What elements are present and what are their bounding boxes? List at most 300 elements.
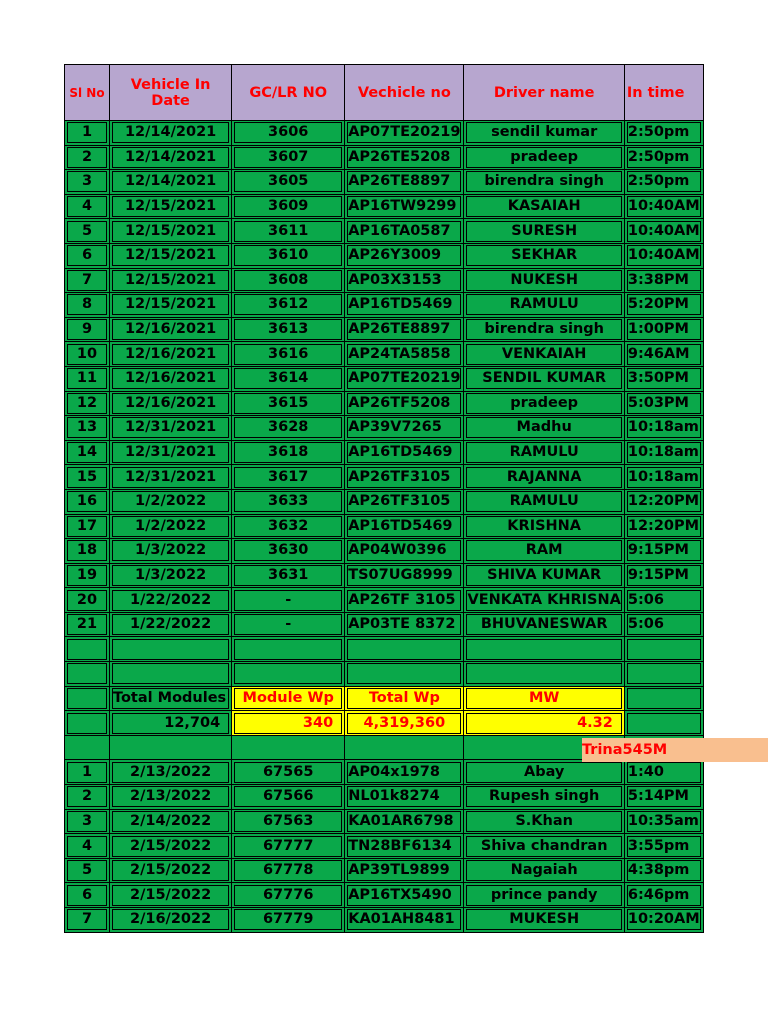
gc-lr-no-cell[interactable] [232, 539, 345, 564]
gc-lr-no-value: 3631 [234, 565, 342, 586]
gc-lr-no-cell[interactable] [232, 809, 345, 834]
vehicle-no-cell[interactable] [345, 121, 464, 146]
in-time-cell[interactable] [624, 416, 703, 441]
sl-no-value: 10 [67, 344, 107, 365]
driver-name-cell[interactable] [464, 612, 624, 637]
vehicle-no-cell[interactable] [345, 612, 464, 637]
vehicle-no-cell[interactable] [345, 539, 464, 564]
vehicle-in-date-cell[interactable] [110, 342, 232, 367]
driver-name-cell[interactable] [464, 809, 624, 834]
driver-name-cell[interactable] [464, 908, 624, 933]
vehicle-no-cell[interactable] [345, 908, 464, 933]
driver-name-value: S.Khan [466, 811, 621, 832]
driver-name-cell[interactable] [464, 440, 624, 465]
sl-no-cell[interactable] [65, 563, 110, 588]
in-time-cell[interactable] [624, 170, 703, 195]
cell[interactable] [624, 662, 703, 687]
vehicle-in-date-value: 12/15/2021 [112, 221, 229, 242]
in-time-cell[interactable] [624, 293, 703, 318]
in-time-cell[interactable] [624, 219, 703, 244]
cell[interactable] [464, 637, 624, 662]
total-modules-label: Total Modules [112, 688, 229, 709]
total-wp-value: 4,319,360 [347, 713, 461, 734]
in-time-cell[interactable] [624, 342, 703, 367]
sl-no-cell[interactable] [65, 293, 110, 318]
gc-lr-no-cell[interactable] [232, 785, 345, 810]
vehicle-no-cell[interactable] [345, 170, 464, 195]
vehicle-in-date-value: 1/2/2022 [112, 516, 229, 537]
table-row [65, 145, 704, 170]
vehicle-no-value: AP39TL9899 [347, 860, 461, 881]
vehicle-in-date-cell[interactable] [110, 858, 232, 883]
driver-name-cell[interactable] [464, 489, 624, 514]
module-wp-value-cell[interactable] [232, 711, 345, 736]
vehicle-in-date-cell[interactable] [110, 366, 232, 391]
vehicle-in-date-value: 12/15/2021 [112, 294, 229, 315]
vehicle-in-date-cell[interactable] [110, 785, 232, 810]
in-time-cell[interactable] [624, 194, 703, 219]
sl-no-cell[interactable] [65, 465, 110, 490]
cell[interactable] [345, 662, 464, 687]
driver-name-cell[interactable] [464, 858, 624, 883]
vehicle-in-date-cell[interactable] [110, 440, 232, 465]
sl-no-value: 4 [67, 836, 107, 857]
sl-no-value: 6 [67, 245, 107, 266]
driver-name-value: RAMULU [466, 491, 621, 512]
vehicle-in-date-value: 1/3/2022 [112, 565, 229, 586]
in-time-cell[interactable] [624, 366, 703, 391]
in-time-value: 5:06 [627, 614, 701, 635]
vehicle-in-date-value: 12/16/2021 [112, 393, 229, 414]
vehicle-no-cell[interactable] [345, 391, 464, 416]
vehicle-log-table [64, 64, 704, 933]
vehicle-in-date-cell[interactable] [110, 539, 232, 564]
vehicle-no-value: AP16TD5469 [347, 294, 461, 315]
in-time-cell[interactable] [624, 391, 703, 416]
gc-lr-no-cell[interactable] [232, 121, 345, 146]
vehicle-no-cell[interactable] [345, 268, 464, 293]
in-time-cell[interactable] [624, 612, 703, 637]
table-row [65, 883, 704, 908]
driver-name-cell[interactable] [464, 366, 624, 391]
in-time-cell[interactable] [624, 514, 703, 539]
vehicle-in-date-cell[interactable] [110, 883, 232, 908]
sl-no-cell[interactable] [65, 612, 110, 637]
vehicle-no-cell[interactable] [345, 465, 464, 490]
gc-lr-no-value: 3617 [234, 467, 342, 488]
vehicle-in-date-value: 1/22/2022 [112, 590, 229, 611]
table-row [65, 514, 704, 539]
sl-no-cell[interactable] [65, 539, 110, 564]
vehicle-no-cell[interactable] [345, 489, 464, 514]
in-time-cell[interactable] [624, 539, 703, 564]
gc-lr-no-cell[interactable] [232, 465, 345, 490]
vehicle-in-date-value: 12/16/2021 [112, 368, 229, 389]
vehicle-in-date-cell[interactable] [110, 809, 232, 834]
vehicle-no-cell[interactable] [345, 243, 464, 268]
sl-no-cell[interactable] [65, 145, 110, 170]
cell[interactable] [624, 637, 703, 662]
in-time-value: 12:20PM [627, 516, 701, 537]
sl-no-cell[interactable] [65, 121, 110, 146]
in-time-cell[interactable] [624, 268, 703, 293]
driver-name-cell[interactable] [464, 834, 624, 859]
gc-lr-no-value: 67566 [234, 786, 342, 807]
vehicle-no-cell[interactable] [345, 440, 464, 465]
vehicle-in-date-value: 12/15/2021 [112, 245, 229, 266]
sl-no-cell[interactable] [65, 391, 110, 416]
in-time-value: 12:20PM [627, 491, 701, 512]
total-wp-label: Total Wp [347, 688, 461, 709]
in-time-cell[interactable] [624, 760, 703, 785]
vehicle-no-cell[interactable] [345, 219, 464, 244]
in-time-cell[interactable] [624, 908, 703, 933]
sl-no-value: 13 [67, 417, 107, 438]
vehicle-in-date-value: 2/15/2022 [112, 860, 229, 881]
gc-lr-no-cell[interactable] [232, 612, 345, 637]
in-time-value: 6:46pm [627, 885, 701, 906]
vehicle-in-date-value: 12/14/2021 [112, 147, 229, 168]
in-time-value: 10:20AM [627, 909, 701, 930]
vehicle-in-date-cell[interactable] [110, 465, 232, 490]
gc-lr-no-value: 3608 [234, 270, 342, 291]
vehicle-no-value: AP03TE 8372 [347, 614, 461, 635]
table-row [65, 588, 704, 613]
in-time-value: 9:15PM [627, 565, 701, 586]
driver-name-cell[interactable] [464, 883, 624, 908]
vehicle-no-cell[interactable] [345, 563, 464, 588]
sl-no-cell[interactable] [65, 416, 110, 441]
in-time-value: 2:50pm [627, 171, 701, 192]
driver-name-value: VENKATA KHRISNA [466, 590, 621, 611]
driver-name-cell[interactable] [464, 563, 624, 588]
sl-no-cell[interactable] [65, 342, 110, 367]
in-time-value: 10:35am [627, 811, 701, 832]
table-row [65, 834, 704, 859]
cell[interactable] [110, 735, 232, 760]
gc-lr-no-value: 3630 [234, 540, 342, 561]
gc-lr-no-cell[interactable] [232, 293, 345, 318]
sl-no-cell[interactable] [65, 834, 110, 859]
cell[interactable] [65, 662, 110, 687]
gc-lr-no-value: 3632 [234, 516, 342, 537]
vehicle-in-date-cell[interactable] [110, 834, 232, 859]
gc-lr-no-cell[interactable] [232, 834, 345, 859]
sl-no-cell[interactable] [65, 317, 110, 342]
sl-no-cell[interactable] [65, 809, 110, 834]
vehicle-no-value: AP07TE20219 [347, 122, 461, 143]
driver-name-cell[interactable] [464, 760, 624, 785]
vehicle-in-date-value: 12/31/2021 [112, 442, 229, 463]
in-time-cell[interactable] [624, 317, 703, 342]
vehicle-in-date-cell[interactable] [110, 268, 232, 293]
vehicle-no-value: AP26Y3009 [347, 245, 461, 266]
gc-lr-no-cell[interactable] [232, 194, 345, 219]
sl-no-cell[interactable] [65, 194, 110, 219]
sl-no-cell[interactable] [65, 366, 110, 391]
gc-lr-no-cell[interactable] [232, 883, 345, 908]
sl-no-cell[interactable] [65, 243, 110, 268]
in-time-value: 2:50pm [627, 122, 701, 143]
gc-lr-no-value: 3609 [234, 196, 342, 217]
cell[interactable] [464, 662, 624, 687]
in-time-value: 1:00PM [627, 319, 701, 340]
table-row [65, 612, 704, 637]
sl-no-value: 5 [67, 860, 107, 881]
vehicle-no-cell[interactable] [345, 145, 464, 170]
cell[interactable] [624, 711, 703, 736]
vehicle-in-date-cell[interactable] [110, 908, 232, 933]
vehicle-no-cell[interactable] [345, 416, 464, 441]
vehicle-in-date-cell[interactable] [110, 243, 232, 268]
sl-no-cell[interactable] [65, 858, 110, 883]
gc-lr-no-cell[interactable] [232, 514, 345, 539]
table-row [65, 809, 704, 834]
vehicle-no-cell[interactable] [345, 317, 464, 342]
driver-name-cell[interactable] [464, 317, 624, 342]
driver-name-value: RAM [466, 540, 621, 561]
cell[interactable] [624, 686, 703, 711]
vehicle-no-value: AP04W0396 [347, 540, 461, 561]
gc-lr-no-value: 3633 [234, 491, 342, 512]
driver-name-cell[interactable] [464, 416, 624, 441]
driver-name-value: birendra singh [466, 171, 621, 192]
vehicle-in-date-cell[interactable] [110, 145, 232, 170]
driver-name-cell[interactable] [464, 243, 624, 268]
vehicle-no-value: AP16TW9299 [347, 196, 461, 217]
driver-name-cell[interactable] [464, 785, 624, 810]
gc-lr-no-cell[interactable] [232, 170, 345, 195]
gc-lr-no-cell[interactable] [232, 391, 345, 416]
cell[interactable] [232, 735, 345, 760]
vehicle-no-value: AP39V7265 [347, 417, 461, 438]
table-row [65, 170, 704, 195]
gc-lr-no-cell[interactable] [232, 366, 345, 391]
cell[interactable] [65, 711, 110, 736]
gc-lr-no-cell[interactable] [232, 317, 345, 342]
in-time-cell[interactable] [624, 121, 703, 146]
in-time-value: 4:38pm [627, 860, 701, 881]
driver-name-cell[interactable] [464, 465, 624, 490]
vehicle-no-cell[interactable] [345, 809, 464, 834]
cell[interactable] [65, 735, 110, 760]
vehicle-no-cell[interactable] [345, 194, 464, 219]
gc-lr-no-cell[interactable] [232, 243, 345, 268]
vehicle-in-date-cell[interactable] [110, 514, 232, 539]
total-modules-value-cell[interactable] [110, 711, 232, 736]
in-time-cell[interactable] [624, 858, 703, 883]
vehicle-no-value: KA01AH8481 [347, 909, 461, 930]
in-time-cell[interactable] [624, 145, 703, 170]
vehicle-in-date-cell[interactable] [110, 293, 232, 318]
driver-name-cell[interactable] [464, 514, 624, 539]
in-time-cell[interactable] [624, 440, 703, 465]
sl-no-cell[interactable] [65, 440, 110, 465]
in-time-cell[interactable] [624, 834, 703, 859]
driver-name-cell[interactable] [464, 342, 624, 367]
driver-name-cell[interactable] [464, 145, 624, 170]
in-time-value: 3:38PM [627, 270, 701, 291]
module-wp-label-cell[interactable] [232, 686, 345, 711]
vehicle-no-cell[interactable] [345, 834, 464, 859]
cell[interactable] [232, 662, 345, 687]
vehicle-no-cell[interactable] [345, 785, 464, 810]
in-time-value: 5:14PM [627, 786, 701, 807]
driver-name-cell[interactable] [464, 539, 624, 564]
sl-no-value: 7 [67, 909, 107, 930]
in-time-value: 2:50pm [627, 147, 701, 168]
driver-name-value: SENDIL KUMAR [466, 368, 621, 389]
vehicle-no-value: NL01k8274 [347, 786, 461, 807]
cell[interactable] [232, 637, 345, 662]
sl-no-cell[interactable] [65, 489, 110, 514]
vehicle-in-date-cell[interactable] [110, 121, 232, 146]
sl-no-value: 6 [67, 885, 107, 906]
gc-lr-no-value: 3614 [234, 368, 342, 389]
vehicle-no-cell[interactable] [345, 366, 464, 391]
gc-lr-no-cell[interactable] [232, 416, 345, 441]
driver-name-value: sendil kumar [466, 122, 621, 143]
in-time-cell[interactable] [624, 588, 703, 613]
gc-lr-no-cell[interactable] [232, 760, 345, 785]
cell[interactable] [65, 686, 110, 711]
col-vehicle-in-date: Vehicle In Date [110, 65, 232, 121]
sl-no-cell[interactable] [65, 883, 110, 908]
vehicle-in-date-cell[interactable] [110, 219, 232, 244]
cell[interactable] [65, 637, 110, 662]
sl-no-cell[interactable] [65, 588, 110, 613]
cell[interactable] [345, 735, 464, 760]
gc-lr-no-cell[interactable] [232, 268, 345, 293]
sl-no-cell[interactable] [65, 219, 110, 244]
gc-lr-no-value: 3610 [234, 245, 342, 266]
in-time-cell[interactable] [624, 809, 703, 834]
vehicle-in-date-cell[interactable] [110, 489, 232, 514]
vehicle-no-cell[interactable] [345, 514, 464, 539]
gc-lr-no-value: 67777 [234, 836, 342, 857]
sl-no-value: 19 [67, 565, 107, 586]
vehicle-in-date-value: 12/16/2021 [112, 319, 229, 340]
vehicle-in-date-value: 12/15/2021 [112, 270, 229, 291]
vehicle-in-date-cell[interactable] [110, 317, 232, 342]
in-time-cell[interactable] [624, 785, 703, 810]
table-row [65, 293, 704, 318]
driver-name-value: KRISHNA [466, 516, 621, 537]
driver-name-cell[interactable] [464, 293, 624, 318]
total-wp-label-cell[interactable] [345, 686, 464, 711]
total-modules-label-cell[interactable] [110, 686, 232, 711]
total-wp-value-cell[interactable] [345, 711, 464, 736]
in-time-cell[interactable] [624, 563, 703, 588]
driver-name-cell[interactable] [464, 268, 624, 293]
sl-no-value: 11 [67, 368, 107, 389]
vehicle-in-date-value: 1/22/2022 [112, 614, 229, 635]
mw-value: 4.32 [466, 713, 621, 734]
table-row [65, 317, 704, 342]
vehicle-in-date-cell[interactable] [110, 416, 232, 441]
driver-name-cell[interactable] [464, 219, 624, 244]
mw-label: MW [466, 688, 621, 709]
gc-lr-no-cell[interactable] [232, 440, 345, 465]
vehicle-in-date-cell[interactable] [110, 612, 232, 637]
sl-no-value: 17 [67, 516, 107, 537]
driver-name-cell[interactable] [464, 194, 624, 219]
sl-no-cell[interactable] [65, 760, 110, 785]
gc-lr-no-cell[interactable] [232, 858, 345, 883]
gc-lr-no-cell[interactable] [232, 908, 345, 933]
gc-lr-no-cell[interactable] [232, 145, 345, 170]
driver-name-value: RAMULU [466, 294, 621, 315]
vehicle-in-date-cell[interactable] [110, 563, 232, 588]
driver-name-cell[interactable] [464, 391, 624, 416]
header-row [65, 65, 704, 121]
cell[interactable] [110, 662, 232, 687]
cell[interactable] [345, 637, 464, 662]
in-time-value: 10:40AM [627, 221, 701, 242]
vehicle-in-date-value: 2/13/2022 [112, 762, 229, 783]
vehicle-in-date-cell[interactable] [110, 391, 232, 416]
sl-no-value: 21 [67, 614, 107, 635]
driver-name-value: SEKHAR [466, 245, 621, 266]
vehicle-no-cell[interactable] [345, 342, 464, 367]
vehicle-no-cell[interactable] [345, 293, 464, 318]
gc-lr-no-value: 67778 [234, 860, 342, 881]
driver-name-value: Shiva chandran [466, 836, 621, 857]
in-time-cell[interactable] [624, 489, 703, 514]
vehicle-no-cell[interactable] [345, 883, 464, 908]
in-time-cell[interactable] [624, 243, 703, 268]
in-time-cell[interactable] [624, 465, 703, 490]
mw-label-cell[interactable] [464, 686, 624, 711]
sl-no-cell[interactable] [65, 514, 110, 539]
vehicle-in-date-cell[interactable] [110, 170, 232, 195]
sl-no-cell[interactable] [65, 908, 110, 933]
vehicle-in-date-cell[interactable] [110, 760, 232, 785]
sl-no-cell[interactable] [65, 170, 110, 195]
driver-name-value: Madhu [466, 417, 621, 438]
vehicle-no-value: AP26TE8897 [347, 319, 461, 340]
vehicle-no-cell[interactable] [345, 760, 464, 785]
sl-no-cell[interactable] [65, 785, 110, 810]
vehicle-no-value: AP16TD5469 [347, 442, 461, 463]
in-time-value: 10:18am [627, 442, 701, 463]
in-time-value: 10:40AM [627, 245, 701, 266]
gc-lr-no-cell[interactable] [232, 489, 345, 514]
vehicle-no-value: AP26TF3105 [347, 467, 461, 488]
vehicle-no-cell[interactable] [345, 858, 464, 883]
mw-value-cell[interactable] [464, 711, 624, 736]
blank-row [65, 662, 704, 687]
driver-name-value: BHUVANESWAR [466, 614, 621, 635]
driver-name-cell[interactable] [464, 588, 624, 613]
vehicle-in-date-value: 12/16/2021 [112, 344, 229, 365]
driver-name-value: NUKESH [466, 270, 621, 291]
gc-lr-no-cell[interactable] [232, 219, 345, 244]
vehicle-in-date-cell[interactable] [110, 194, 232, 219]
sl-no-value: 12 [67, 393, 107, 414]
vehicle-no-value: AP26TF3105 [347, 491, 461, 512]
sl-no-cell[interactable] [65, 268, 110, 293]
vehicle-no-cell[interactable] [345, 588, 464, 613]
gc-lr-no-cell[interactable] [232, 563, 345, 588]
in-time-cell[interactable] [624, 883, 703, 908]
gc-lr-no-cell[interactable] [232, 588, 345, 613]
driver-name-cell[interactable] [464, 121, 624, 146]
cell[interactable] [110, 637, 232, 662]
gc-lr-no-cell[interactable] [232, 342, 345, 367]
vehicle-in-date-cell[interactable] [110, 588, 232, 613]
driver-name-cell[interactable] [464, 170, 624, 195]
